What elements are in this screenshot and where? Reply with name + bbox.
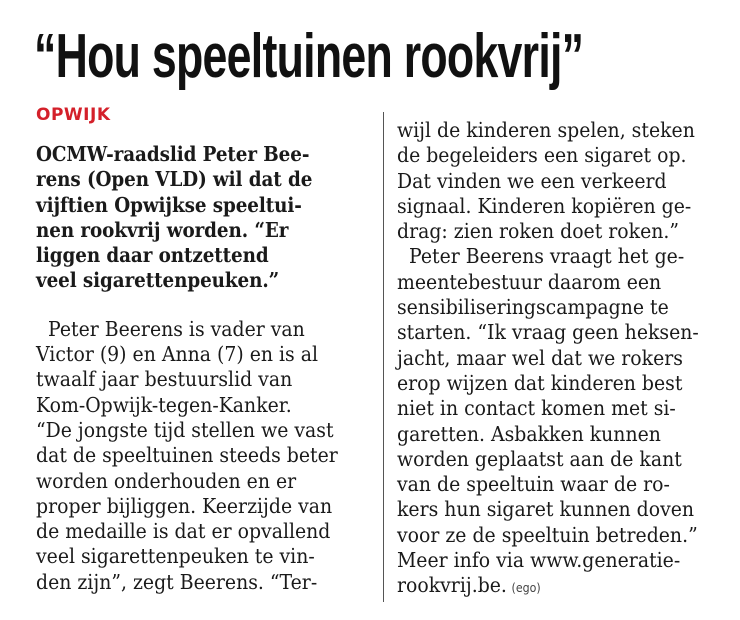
lead-paragraph (36, 142, 381, 294)
body-line: wijl de kinderen spelen, steken (397, 118, 695, 142)
headline: “Hou speeltuinen rookvrij” (34, 22, 584, 91)
body-line: Dat vinden we een verkeerd (397, 168, 667, 193)
body-line: worden onderhouden en er (36, 468, 297, 493)
last-body-line (397, 573, 714, 601)
body-line: jacht, maar wel dat we rokers (397, 345, 683, 370)
body-line: Meer info via www.generatie- (397, 548, 681, 573)
body-line: dat de speeltuinen steeds beter (36, 443, 338, 468)
body-line: garetten. Asbakken kunnen (397, 421, 661, 446)
lead-line: liggen daar ontzettend (36, 243, 269, 268)
lead-line: vijftien Opwijkse speeltui- (36, 192, 302, 217)
body-line: proper bijliggen. Keerzijde van (36, 493, 333, 518)
kicker-location: OPWIJK (36, 105, 111, 125)
body-line: sensibiliseringscampagne te (397, 295, 669, 320)
body-line: meentebestuur daarom een (397, 269, 662, 294)
paragraph-gap (36, 294, 381, 317)
lead-line: rens (Open VLD) wil dat de (36, 167, 313, 192)
lead-line: nen rookvrij worden. “Er (36, 217, 289, 242)
body-line: “De jongste tijd stellen we vast (36, 417, 334, 442)
body-text-end: rookvrij.be. (397, 573, 507, 598)
body-line: worden geplaatst aan de kant (397, 446, 682, 471)
body-line: starten. “Ik vraag geen heksen- (397, 320, 699, 345)
body-line: niet in contact komen met si- (397, 396, 676, 421)
body-paragraph-left (36, 317, 381, 595)
body-line: erop wijzen dat kinderen best (397, 370, 683, 395)
body-line: de begeleiders een sigaret op. (397, 143, 687, 168)
body-line: kers hun sigaret kunnen doven (397, 497, 695, 522)
body-line: den zijn”, zegt Beerens. “Ter- (36, 569, 318, 594)
body-line: Peter Beerens is vader van (36, 316, 305, 341)
body-line: van de speeltuin waar de ro- (397, 472, 670, 497)
body-line: Peter Beerens vraagt het ge- (397, 244, 685, 269)
lead-line: OCMW-raadslid Peter Bee- (36, 142, 310, 166)
author-credit: (ego) (511, 581, 541, 596)
body-line: Kom-Opwijk-tegen-Kanker. (36, 392, 292, 417)
column-right (397, 118, 740, 602)
column-divider (383, 112, 384, 602)
body-line: de medaille is dat er opvallend (36, 519, 331, 544)
body-line: drag: zien roken doet roken.” (397, 219, 680, 244)
column-left (36, 142, 381, 595)
body-line: Victor (9) en Anna (7) en is al (36, 342, 318, 367)
body-line: signaal. Kinderen kopiëren ge- (397, 193, 692, 218)
body-line: twaalf jaar bestuurslid van (36, 367, 293, 392)
body-line: veel sigarettenpeuken te vin- (36, 544, 315, 569)
body-line: voor ze de speeltuin betreden.” (397, 522, 698, 547)
lead-line: veel sigarettenpeuken.” (36, 268, 280, 293)
